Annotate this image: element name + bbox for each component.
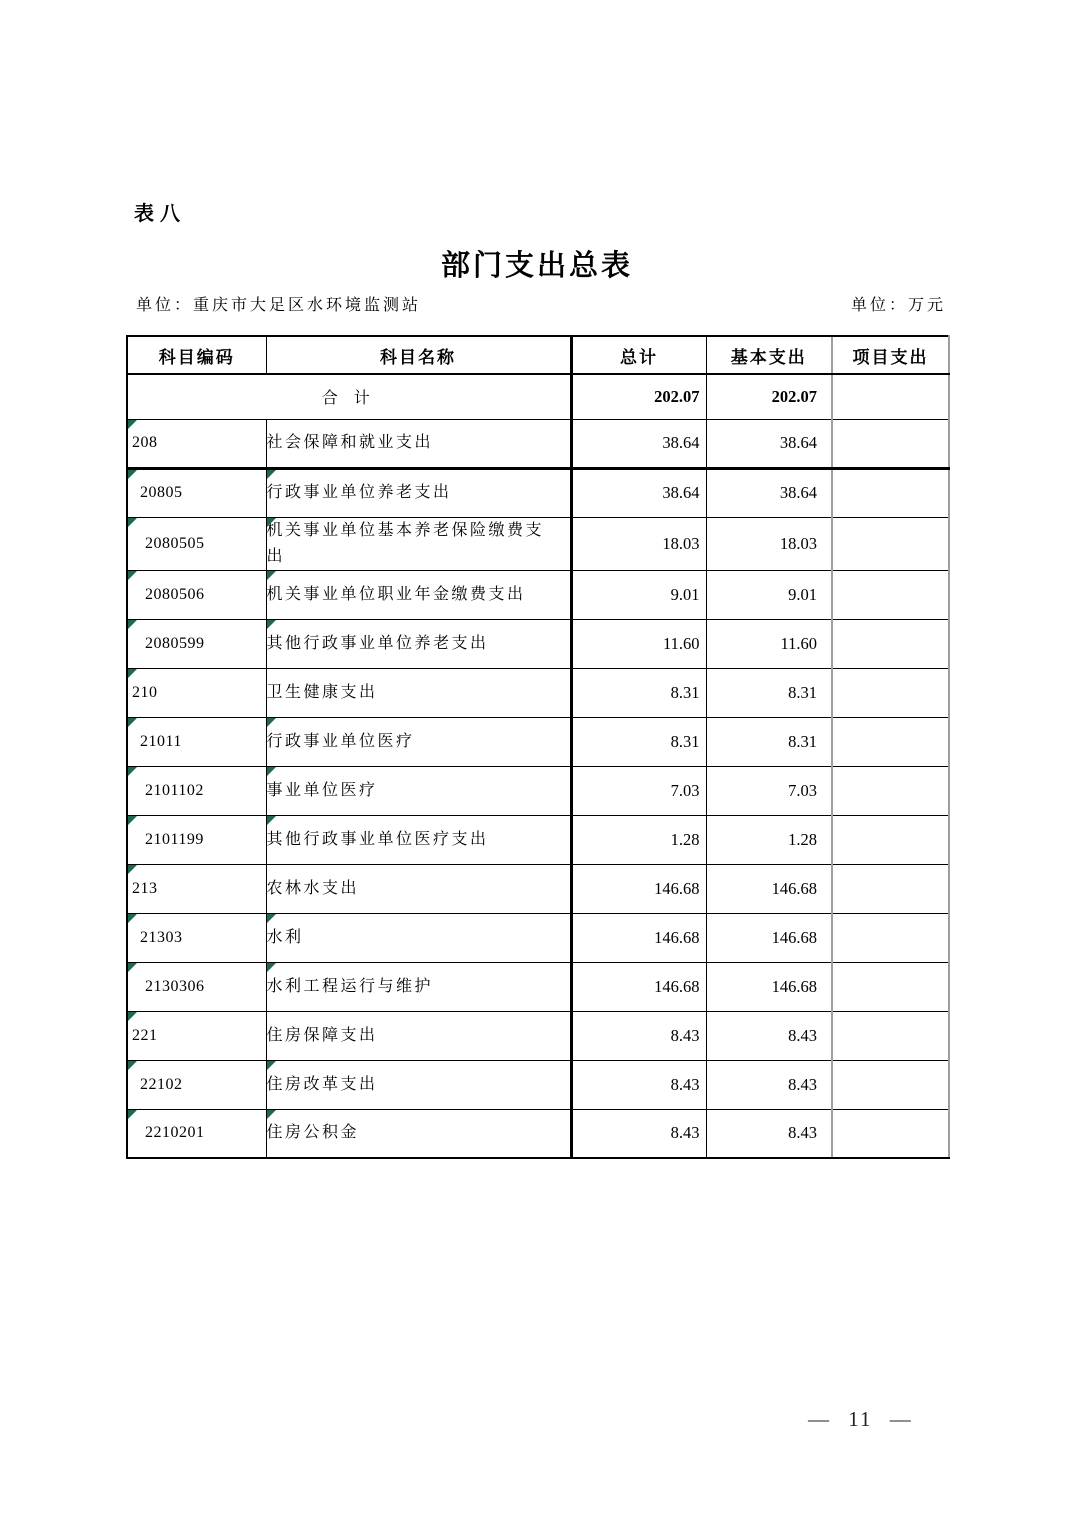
basic-cell: 1.28 bbox=[706, 815, 832, 864]
basic-cell: 146.68 bbox=[706, 913, 832, 962]
project-cell bbox=[832, 1109, 949, 1158]
code-cell: 210 bbox=[127, 668, 266, 717]
name-cell: 水利 bbox=[266, 913, 571, 962]
project-cell bbox=[832, 815, 949, 864]
name-cell: 住房改革支出 bbox=[266, 1060, 571, 1109]
table-row bbox=[127, 815, 949, 864]
basic-cell: 8.43 bbox=[706, 1109, 832, 1158]
table-row bbox=[127, 619, 949, 668]
total-cell: 146.68 bbox=[571, 864, 706, 913]
total-cell: 146.68 bbox=[571, 962, 706, 1011]
project-cell bbox=[832, 1060, 949, 1109]
basic-cell: 146.68 bbox=[706, 962, 832, 1011]
expenditure-summary-table bbox=[126, 335, 950, 1159]
name-cell: 行政事业单位养老支出 bbox=[266, 468, 571, 517]
basic-cell: 18.03 bbox=[706, 517, 832, 570]
total-label-cell: 合 计 bbox=[127, 374, 571, 419]
project-cell bbox=[832, 570, 949, 619]
name-cell: 事业单位医疗 bbox=[266, 766, 571, 815]
total-cell: 38.64 bbox=[571, 419, 706, 468]
total-basic-cell: 202.07 bbox=[706, 374, 832, 419]
project-cell bbox=[832, 962, 949, 1011]
total-cell: 8.31 bbox=[571, 668, 706, 717]
total-project-cell bbox=[832, 374, 949, 419]
basic-cell: 11.60 bbox=[706, 619, 832, 668]
code-cell: 2080599 bbox=[127, 619, 266, 668]
table-row bbox=[127, 1011, 949, 1060]
name-cell: 行政事业单位医疗 bbox=[266, 717, 571, 766]
page-title: 部门支出总表 bbox=[440, 250, 633, 282]
unit-currency: 单位：万元 bbox=[850, 297, 946, 314]
unit-organization: 单位：重庆市大足区水环境监测站 bbox=[136, 297, 422, 314]
code-cell: 20805 bbox=[127, 468, 266, 517]
basic-cell: 8.43 bbox=[706, 1011, 832, 1060]
total-cell: 18.03 bbox=[571, 517, 706, 570]
name-cell: 住房保障支出 bbox=[266, 1011, 571, 1060]
total-row bbox=[127, 374, 949, 419]
project-cell bbox=[832, 864, 949, 913]
name-cell: 机关事业单位职业年金缴费支出 bbox=[266, 570, 571, 619]
table-row bbox=[127, 668, 949, 717]
table-row bbox=[127, 717, 949, 766]
total-cell: 8.43 bbox=[571, 1060, 706, 1109]
table-row bbox=[127, 913, 949, 962]
code-cell: 2080506 bbox=[127, 570, 266, 619]
name-cell: 社会保障和就业支出 bbox=[266, 419, 571, 468]
unit-row bbox=[126, 292, 948, 315]
basic-cell: 38.64 bbox=[706, 419, 832, 468]
name-cell: 水利工程运行与维护 bbox=[266, 962, 571, 1011]
total-cell: 146.68 bbox=[571, 913, 706, 962]
table-row bbox=[127, 962, 949, 1011]
code-cell: 213 bbox=[127, 864, 266, 913]
total-cell: 1.28 bbox=[571, 815, 706, 864]
table-label: 表八 bbox=[134, 203, 186, 225]
total-cell: 11.60 bbox=[571, 619, 706, 668]
project-cell bbox=[832, 517, 949, 570]
header-project-expense: 项目支出 bbox=[832, 336, 949, 374]
name-cell: 其他行政事业单位养老支出 bbox=[266, 619, 571, 668]
total-cell: 7.03 bbox=[571, 766, 706, 815]
total-grand-cell: 202.07 bbox=[571, 374, 706, 419]
project-cell bbox=[832, 1011, 949, 1060]
code-cell: 2101199 bbox=[127, 815, 266, 864]
table-row bbox=[127, 419, 949, 468]
basic-cell: 8.31 bbox=[706, 668, 832, 717]
table-row bbox=[127, 468, 949, 517]
table-row bbox=[127, 570, 949, 619]
total-cell: 38.64 bbox=[571, 468, 706, 517]
code-cell: 22102 bbox=[127, 1060, 266, 1109]
total-cell: 9.01 bbox=[571, 570, 706, 619]
header-subject-code: 科目编码 bbox=[127, 336, 266, 374]
code-cell: 2101102 bbox=[127, 766, 266, 815]
basic-cell: 8.43 bbox=[706, 1060, 832, 1109]
basic-cell: 8.31 bbox=[706, 717, 832, 766]
basic-cell: 9.01 bbox=[706, 570, 832, 619]
code-cell: 2210201 bbox=[127, 1109, 266, 1158]
name-cell: 住房公积金 bbox=[266, 1109, 571, 1158]
header-subject-name: 科目名称 bbox=[266, 336, 571, 374]
header-row bbox=[127, 336, 949, 374]
table-row bbox=[127, 766, 949, 815]
table-row bbox=[127, 864, 949, 913]
code-cell: 21011 bbox=[127, 717, 266, 766]
project-cell bbox=[832, 717, 949, 766]
project-cell bbox=[832, 766, 949, 815]
code-cell: 221 bbox=[127, 1011, 266, 1060]
page-number: — 11 — bbox=[808, 1407, 913, 1431]
project-cell bbox=[832, 468, 949, 517]
total-cell: 8.43 bbox=[571, 1011, 706, 1060]
project-cell bbox=[832, 419, 949, 468]
name-cell: 机关事业单位基本养老保险缴费支出 bbox=[266, 517, 571, 570]
code-cell: 208 bbox=[127, 419, 266, 468]
basic-cell: 146.68 bbox=[706, 864, 832, 913]
table-row bbox=[127, 1060, 949, 1109]
code-cell: 2130306 bbox=[127, 962, 266, 1011]
table-row bbox=[127, 517, 949, 570]
code-cell: 21303 bbox=[127, 913, 266, 962]
project-cell bbox=[832, 668, 949, 717]
name-cell: 卫生健康支出 bbox=[266, 668, 571, 717]
basic-cell: 7.03 bbox=[706, 766, 832, 815]
header-basic-expense: 基本支出 bbox=[706, 336, 832, 374]
code-cell: 2080505 bbox=[127, 517, 266, 570]
name-cell: 农林水支出 bbox=[266, 864, 571, 913]
header-grand-total: 总计 bbox=[571, 336, 706, 374]
total-cell: 8.31 bbox=[571, 717, 706, 766]
name-cell: 其他行政事业单位医疗支出 bbox=[266, 815, 571, 864]
project-cell bbox=[832, 913, 949, 962]
basic-cell: 38.64 bbox=[706, 468, 832, 517]
table-row bbox=[127, 1109, 949, 1158]
project-cell bbox=[832, 619, 949, 668]
total-cell: 8.43 bbox=[571, 1109, 706, 1158]
